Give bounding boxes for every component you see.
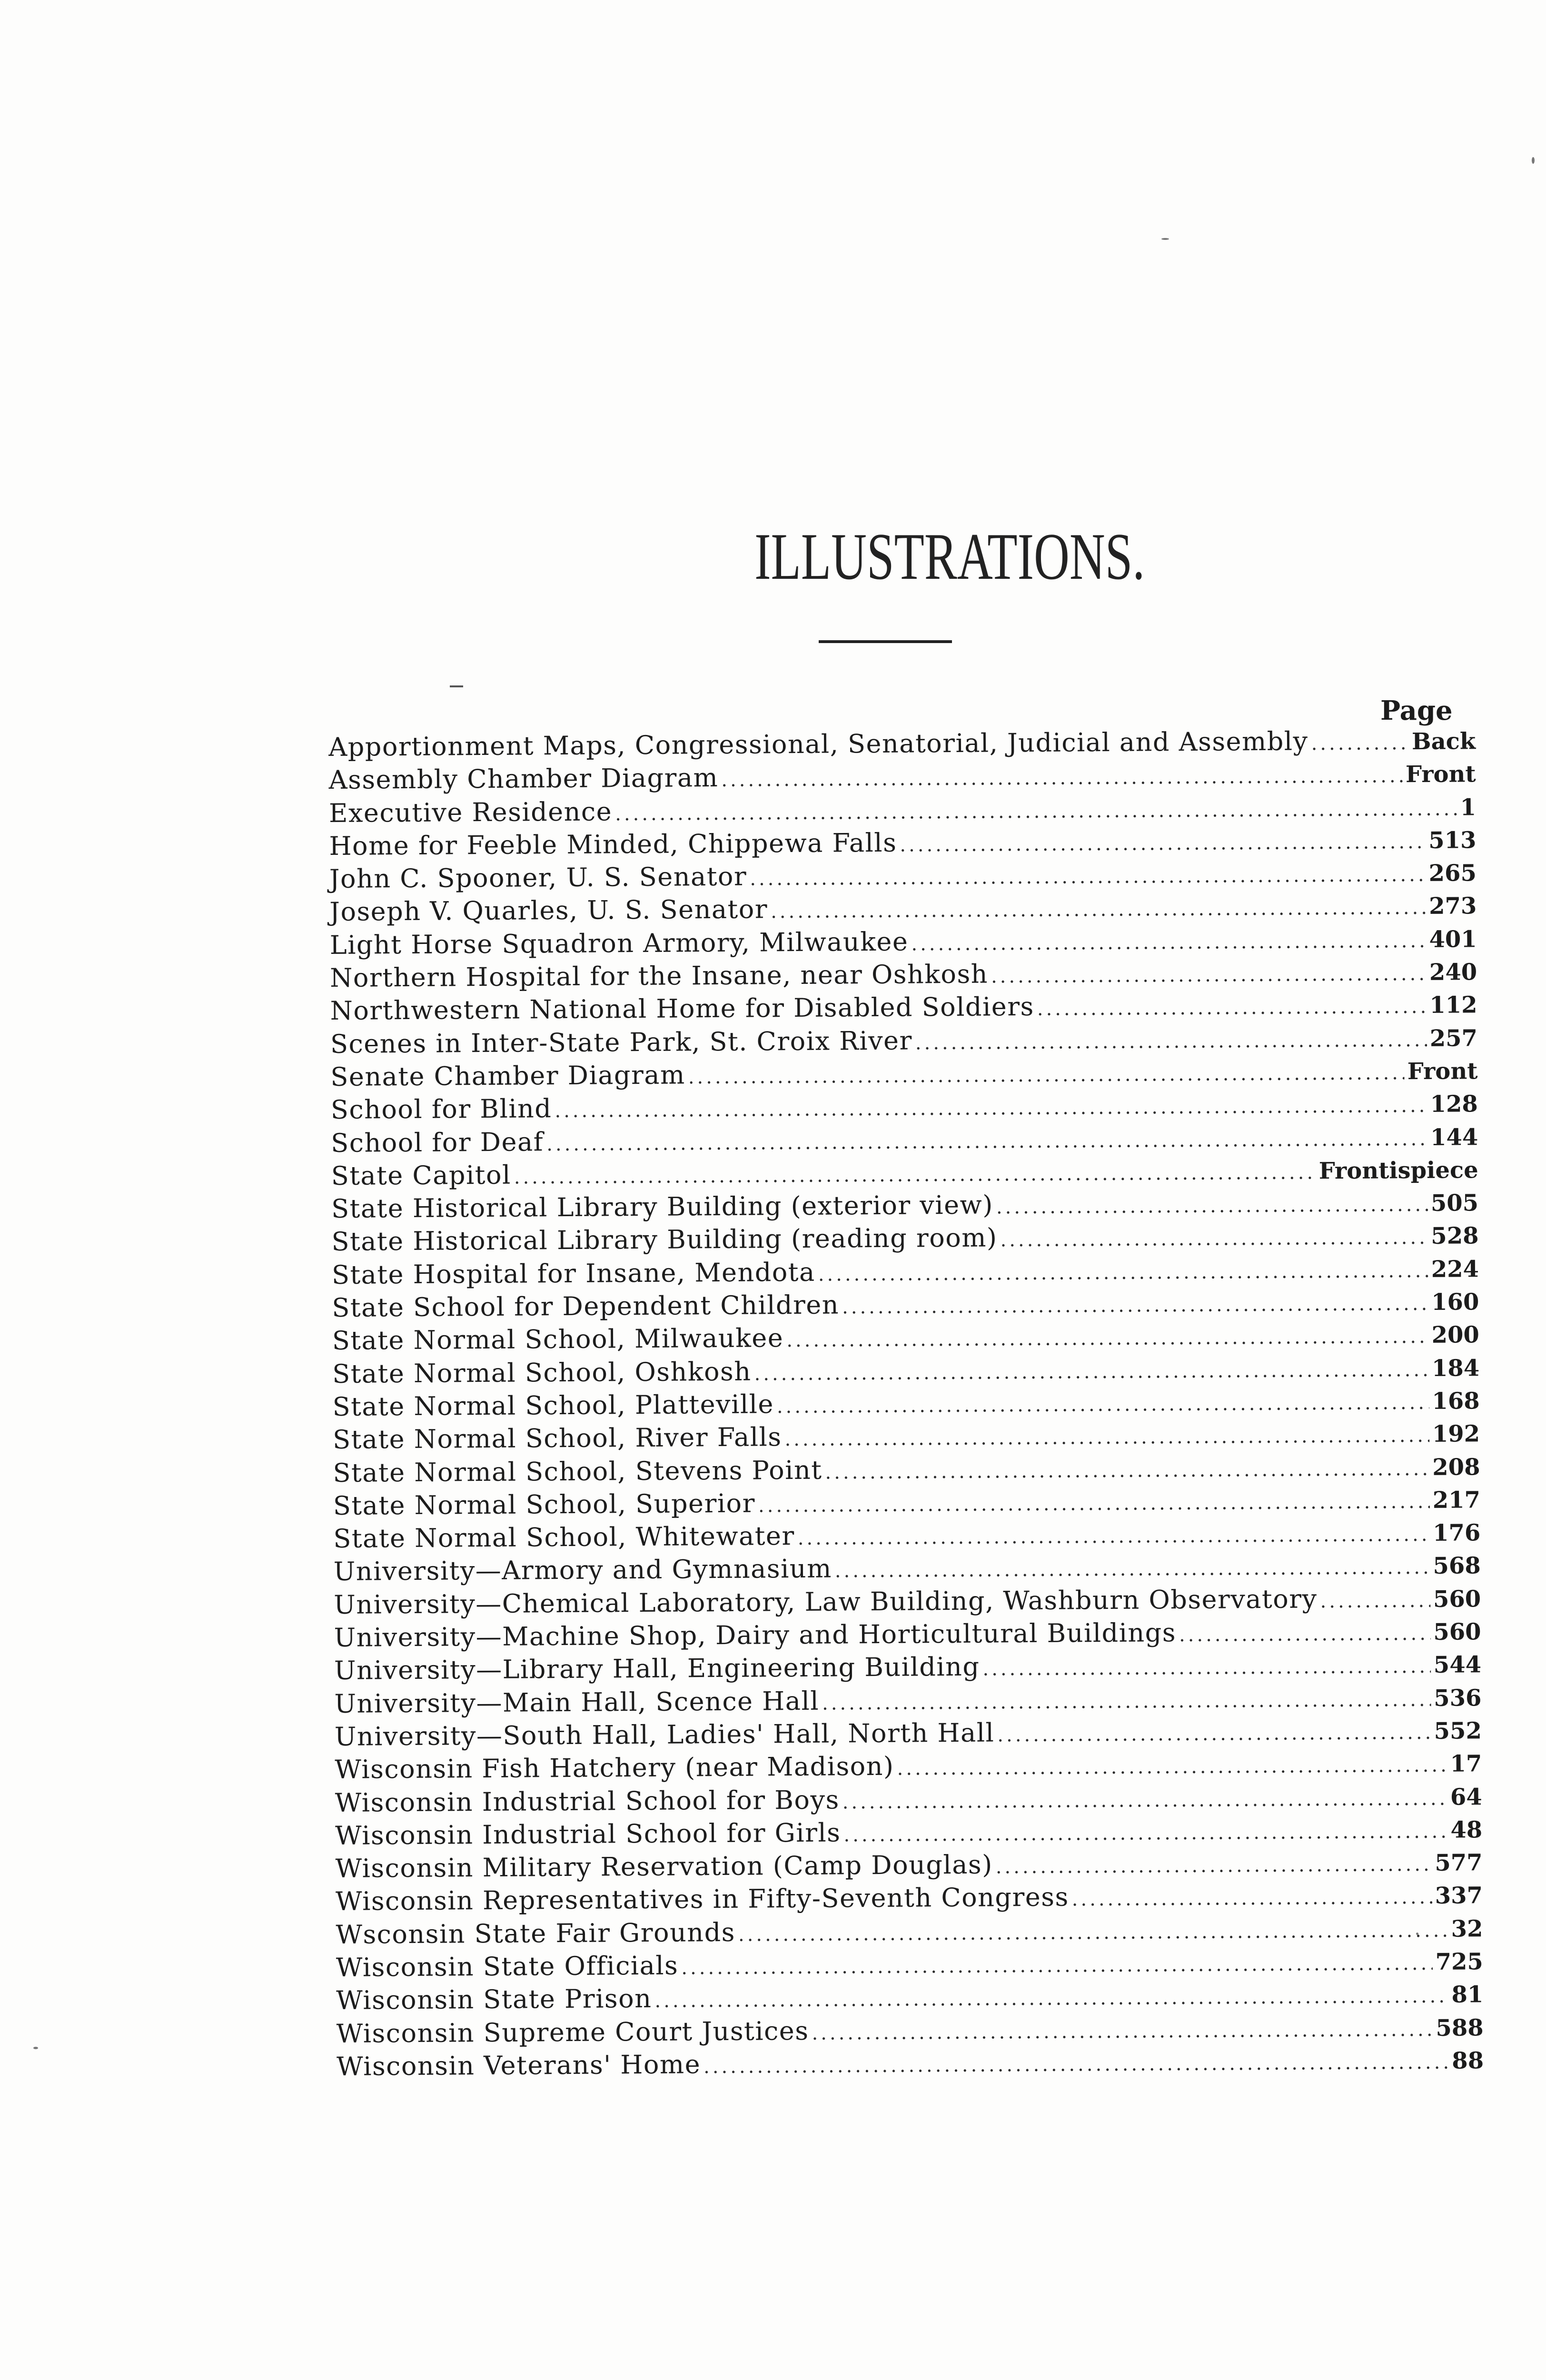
entry-page-number: 32	[1451, 1915, 1483, 1943]
entry-label: John C. Spooner, U. S. Senator	[329, 861, 747, 894]
entry-page-number: 528	[1431, 1222, 1479, 1250]
dot-leader	[897, 1749, 1447, 1785]
entry-page-number: 48	[1450, 1816, 1483, 1844]
entry-label: Scenes in Inter-State Park, St. Croix River	[330, 1025, 912, 1059]
entry-page-number: 88	[1452, 2047, 1484, 2074]
entry-label: School for Deaf	[331, 1126, 544, 1158]
list-item	[332, 1251, 1479, 1291]
dot-leader	[784, 1419, 1429, 1456]
list-item	[336, 1878, 1483, 1918]
dot-leader	[1179, 1617, 1431, 1652]
entry-label: University—South Hall, Ladies' Hall, North Hall	[334, 1717, 995, 1752]
list-item	[336, 1944, 1483, 1984]
entry-page-number: 265	[1428, 860, 1477, 887]
list-item	[328, 757, 1476, 797]
list-item	[330, 1021, 1477, 1061]
entry-label: Light Horse Squadron Armory, Milwaukee	[329, 926, 909, 960]
entry-page-number: 560	[1433, 1585, 1481, 1613]
entry-label: University—Armory and Gymnasium	[333, 1553, 832, 1587]
dot-leader	[514, 1156, 1316, 1194]
entry-label: State Normal School, Milwaukee	[332, 1323, 784, 1356]
entry-page-number: Back	[1411, 728, 1476, 755]
dot-leader	[982, 1650, 1431, 1686]
list-item	[332, 1350, 1479, 1390]
entry-label: Wisconsin Supreme Court Justices	[336, 2015, 809, 2049]
entry-page-number: 192	[1432, 1420, 1480, 1448]
list-item	[335, 1779, 1482, 1819]
dot-leader	[738, 1914, 1448, 1951]
list-item	[331, 1120, 1478, 1160]
list-item	[329, 889, 1477, 929]
entry-page-number: 81	[1451, 1981, 1484, 2008]
list-item	[335, 1812, 1482, 1852]
entry-page-number: 536	[1434, 1684, 1482, 1712]
dot-leader	[915, 1024, 1427, 1060]
dot-leader	[996, 1848, 1432, 1884]
entry-page-number: 184	[1431, 1354, 1480, 1382]
list-item	[329, 823, 1476, 863]
list-item	[330, 922, 1477, 962]
dot-leader	[754, 1354, 1429, 1391]
entry-label: School for Blind	[330, 1093, 552, 1125]
entry-label: Executive Residence	[328, 796, 613, 828]
entry-label: State Normal School, River Falls	[332, 1422, 782, 1455]
entry-page-number: 273	[1428, 892, 1477, 920]
page-title: ILLUSTRATIONS.	[754, 520, 1145, 594]
dot-leader	[1000, 1221, 1428, 1257]
title-rule	[819, 640, 952, 643]
list-item	[332, 1383, 1479, 1423]
entry-page-number: 505	[1430, 1190, 1479, 1217]
dot-leader	[681, 1947, 1433, 1985]
entry-label: Assembly Chamber Diagram	[328, 763, 719, 795]
entry-label: Wsconsin State Fair Grounds	[336, 1917, 736, 1950]
entry-label: Home for Feeble Minded, Chippewa Falls	[329, 827, 897, 861]
entry-page-number: 160	[1431, 1289, 1479, 1316]
entry-label: University—Main Hall, Scence Hall	[334, 1686, 820, 1719]
paper-speck	[1532, 157, 1535, 164]
dot-leader	[900, 826, 1426, 862]
entry-label: Northwestern National Home for Disabled Soldiers	[330, 992, 1034, 1026]
dot-leader	[704, 2046, 1449, 2084]
dot-leader	[996, 1189, 1428, 1224]
entry-page-number: 337	[1435, 1882, 1483, 1910]
dot-leader	[1037, 991, 1427, 1026]
entry-label: Wisconsin State Officials	[336, 1950, 679, 1983]
list-item	[331, 1185, 1478, 1225]
list-item	[331, 1219, 1478, 1259]
dot-leader	[991, 958, 1427, 993]
entry-page-number: 544	[1433, 1651, 1482, 1679]
entry-page-number: 588	[1436, 2014, 1484, 2042]
list-item	[329, 790, 1476, 830]
entry-page-number: 64	[1450, 1783, 1482, 1811]
entry-page-number: Front	[1407, 1058, 1478, 1085]
dot-leader	[758, 1486, 1430, 1523]
entry-page-number: 513	[1428, 827, 1477, 854]
entry-label: State Normal School, Platteville	[332, 1389, 774, 1422]
entry-label: State Hospital for Insane, Mendota	[331, 1257, 815, 1290]
entry-page-number: 552	[1434, 1717, 1482, 1745]
entry-label: State Historical Library Building (exterior view)	[331, 1190, 994, 1224]
dot-leader	[798, 1518, 1430, 1555]
entry-label: State Normal School, Superior	[333, 1488, 756, 1521]
dot-leader	[777, 1387, 1429, 1423]
entry-page-number: 168	[1432, 1388, 1480, 1415]
entry-label: State Normal School, Oshkosh	[332, 1356, 752, 1389]
entry-page-number: 257	[1429, 1024, 1478, 1052]
list-item	[335, 1845, 1482, 1885]
dot-leader	[615, 793, 1457, 831]
dot-leader	[750, 859, 1426, 896]
entry-label: State School for Dependent Children	[332, 1289, 840, 1323]
list-item	[335, 1746, 1482, 1786]
entry-label: Apportionment Maps, Congressional, Senatorial, Judicial and Assembly	[328, 726, 1308, 762]
dot-leader	[786, 1320, 1429, 1357]
entry-page-number: 560	[1433, 1618, 1481, 1646]
entry-label: State Historical Library Building (reading room)	[331, 1222, 998, 1257]
list-item	[332, 1284, 1479, 1324]
list-item	[331, 1087, 1478, 1127]
entry-label: Wisconsin Fish Hatchery (near Madison)	[335, 1751, 894, 1785]
entry-label: Wisconsin Veterans' Home	[336, 2049, 701, 2082]
list-item	[335, 1713, 1482, 1753]
list-item	[334, 1647, 1481, 1687]
paper-speck	[1161, 238, 1169, 240]
entry-label: Wisconsin Representatives in Fifty-Seventh Congress	[335, 1882, 1069, 1917]
entry-page-number: 176	[1432, 1519, 1481, 1547]
entry-label: State Normal School, Stevens Point	[333, 1455, 823, 1488]
paper-speck	[1416, 1933, 1418, 1935]
entry-label: Wisconsin Industrial School for Girls	[335, 1817, 841, 1851]
entry-page-number: 1	[1460, 793, 1477, 821]
dot-leader	[835, 1551, 1430, 1588]
entry-label: State Normal School, Whitewater	[333, 1521, 795, 1554]
dot-leader	[911, 925, 1427, 961]
list-item	[336, 1911, 1483, 1951]
dot-leader	[825, 1452, 1429, 1489]
entry-label: Northern Hospital for the Insane, near Oshkosh	[329, 959, 989, 993]
illustrations-list	[328, 724, 1484, 2083]
dot-leader	[842, 1288, 1429, 1324]
entry-label: Senate Chamber Diagram	[330, 1060, 685, 1092]
entry-page-number: 577	[1435, 1849, 1483, 1876]
entry-page-number: Frontispiece	[1318, 1157, 1478, 1185]
dot-leader	[688, 1057, 1405, 1094]
dot-leader	[997, 1716, 1431, 1752]
entry-label: State Capitol	[331, 1160, 511, 1191]
list-item	[334, 1680, 1481, 1720]
entry-label: Wisconsin Military Reservation (Camp Douglas)	[335, 1849, 993, 1884]
dot-leader	[555, 1090, 1427, 1128]
page-column-header: Page	[1380, 695, 1453, 726]
entry-page-number: 401	[1429, 926, 1477, 953]
entry-label: Wisconsin Industrial School for Boys	[335, 1784, 840, 1818]
list-item	[333, 1515, 1480, 1555]
list-item	[333, 1482, 1480, 1522]
entry-page-number: 112	[1429, 992, 1477, 1019]
list-item	[337, 2043, 1484, 2083]
entry-page-number: 208	[1432, 1453, 1480, 1481]
entry-label: Joseph V. Quarles, U. S. Senator	[329, 894, 768, 927]
dot-leader	[1072, 1881, 1433, 1916]
list-item	[330, 988, 1477, 1028]
dot-leader	[1320, 1585, 1430, 1618]
list-item	[332, 1318, 1479, 1358]
dot-leader	[812, 2013, 1433, 2050]
dot-leader	[822, 1683, 1431, 1720]
paper-speck	[33, 2047, 38, 2049]
dot-leader	[654, 1980, 1448, 2018]
dot-leader	[842, 1782, 1448, 1819]
list-item	[329, 855, 1477, 895]
margin-mark	[450, 685, 463, 687]
entry-label: University—Chemical Laboratory, Law Building, Washburn Observatory	[334, 1584, 1318, 1620]
entry-label: Wisconsin State Prison	[336, 1983, 652, 2016]
entry-page-number: 240	[1429, 959, 1477, 986]
list-item	[330, 1053, 1477, 1093]
dot-leader	[721, 760, 1403, 797]
entry-page-number: 17	[1450, 1750, 1482, 1777]
entry-page-number: 144	[1430, 1123, 1478, 1151]
entry-page-number: 217	[1432, 1487, 1481, 1514]
list-item	[333, 1416, 1480, 1456]
list-item	[333, 1449, 1480, 1489]
entry-page-number: 568	[1433, 1552, 1481, 1580]
list-item	[337, 2010, 1484, 2050]
list-item	[336, 1977, 1483, 2017]
dot-leader	[843, 1815, 1447, 1852]
entry-page-number: 128	[1430, 1091, 1478, 1118]
dot-leader	[546, 1122, 1427, 1160]
entry-label: University—Machine Shop, Dairy and Horticultural Buildings	[334, 1617, 1177, 1653]
entry-label: University—Library Hall, Engineering Building	[334, 1651, 980, 1686]
dot-leader	[1311, 727, 1409, 760]
entry-page-number: 224	[1431, 1256, 1479, 1283]
entry-page-number: Front	[1405, 761, 1476, 788]
entry-page-number: 200	[1431, 1321, 1479, 1349]
list-item	[330, 954, 1477, 994]
entry-page-number: 725	[1435, 1948, 1484, 1975]
dot-leader	[771, 892, 1426, 928]
title-block	[657, 520, 1242, 594]
dot-leader	[818, 1255, 1428, 1291]
list-item	[331, 1152, 1478, 1192]
list-item	[334, 1614, 1481, 1654]
